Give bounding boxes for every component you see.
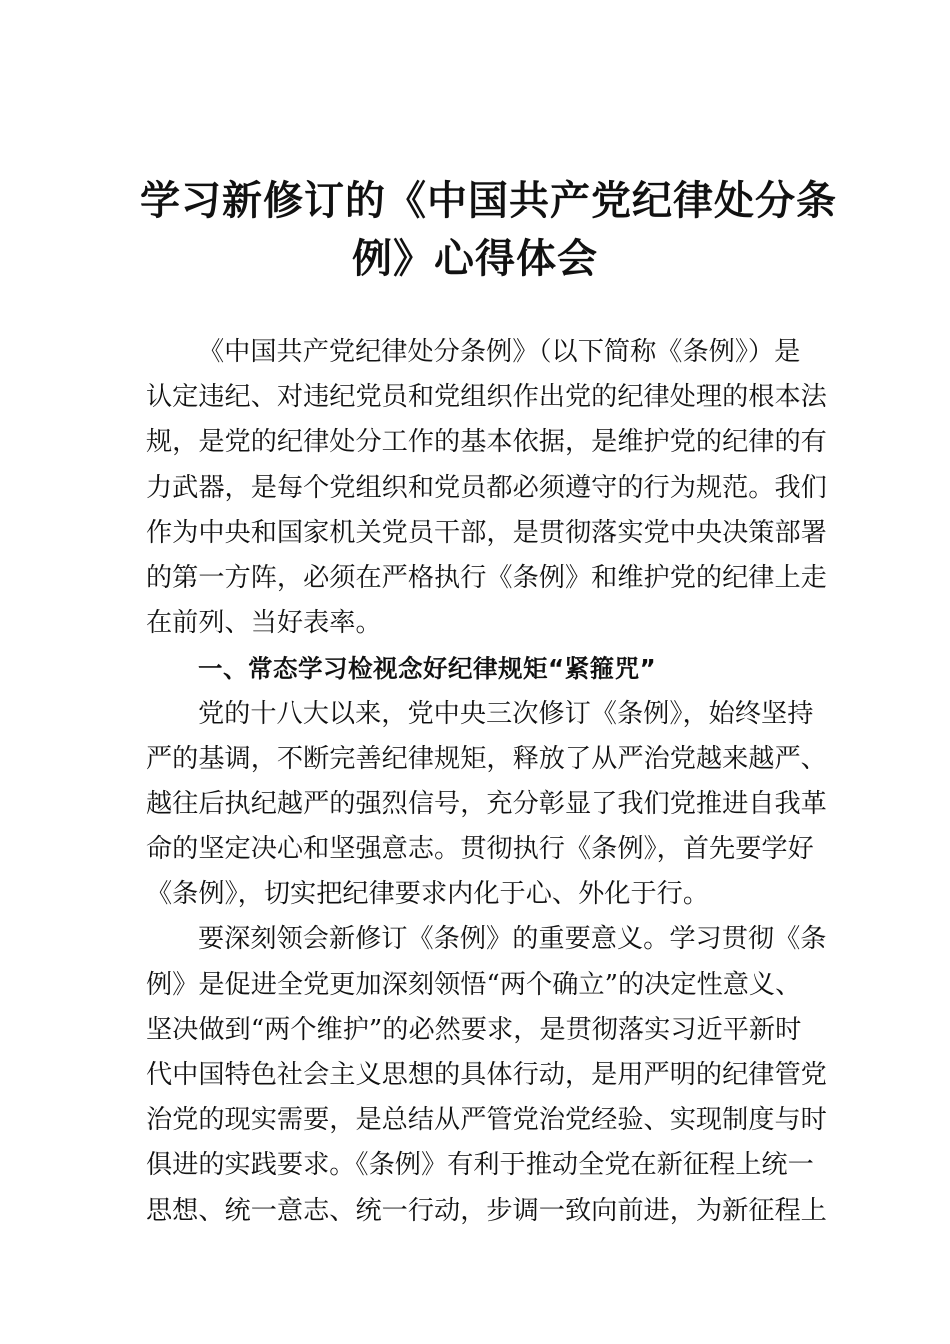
section-heading-text: 一、常态学习检视念好纪律规矩“紧箍咒” xyxy=(198,654,657,684)
text-line: 思想、统一意志、统一行动，步调一致向前进，为新征程上 xyxy=(146,1195,827,1226)
text-line: 《中国共产党纪律处分条例》（以下简称《条例》）是 xyxy=(198,337,801,367)
text-line: 严的基调，不断完善纪律规矩，释放了从严治党越来越严、 xyxy=(146,743,827,774)
title-line-1: 学习新修订的《中国共产党纪律处分条 xyxy=(140,177,837,224)
text-line: 代中国特色社会主义思想的具体行动，是用严明的纪律管党 xyxy=(146,1060,827,1090)
text-line: 党的十八大以来，党中央三次修订《条例》，始终坚持 xyxy=(198,698,814,729)
section-heading xyxy=(146,646,810,691)
text-line: 在前列、当好表率。 xyxy=(146,608,382,639)
text-line: 认定违纪、对违纪党员和党组织作出党的纪律处理的根本法 xyxy=(146,382,827,413)
article-body xyxy=(146,330,827,1234)
text-line: 治党的现实需要，是总结从严管党治党经验、实现制度与时 xyxy=(146,1105,827,1136)
text-line: 《条例》，切实把纪律要求内化于心、外化于行。 xyxy=(146,879,710,910)
text-line: 命的坚定决心和坚强意志。贯彻执行《条例》，首先要学好 xyxy=(146,834,814,865)
text-line: 例》是促进全党更加深刻领悟“两个确立”的决定性意义、 xyxy=(146,969,802,1000)
page-title xyxy=(140,172,837,288)
text-line: 俱进的实践要求。《条例》有利于推动全党在新征程上统一 xyxy=(146,1150,814,1181)
text-line: 越往后执纪越严的强烈信号，充分彰显了我们党推进自我革 xyxy=(146,788,827,819)
text-line: 坚决做到“两个维护”的必然要求，是贯彻落实习近平新时 xyxy=(146,1014,802,1045)
paragraph-section-2 xyxy=(146,917,827,1233)
text-line: 力武器，是每个党组织和党员都必须遵守的行为规范。我们 xyxy=(146,472,827,503)
paragraph-section-1 xyxy=(146,692,827,918)
title-line-2: 例》心得体会 xyxy=(352,235,598,282)
paragraph-intro xyxy=(146,330,827,646)
text-line: 规，是党的纪律处分工作的基本依据，是维护党的纪律的有 xyxy=(146,427,827,458)
text-line: 要深刻领会新修订《条例》的重要意义。学习贯彻《条 xyxy=(198,924,827,955)
text-line: 作为中央和国家机关党员干部，是贯彻落实党中央决策部署 xyxy=(146,517,827,548)
text-line: 的第一方阵，必须在严格执行《条例》和维护党的纪律上走 xyxy=(146,562,827,593)
